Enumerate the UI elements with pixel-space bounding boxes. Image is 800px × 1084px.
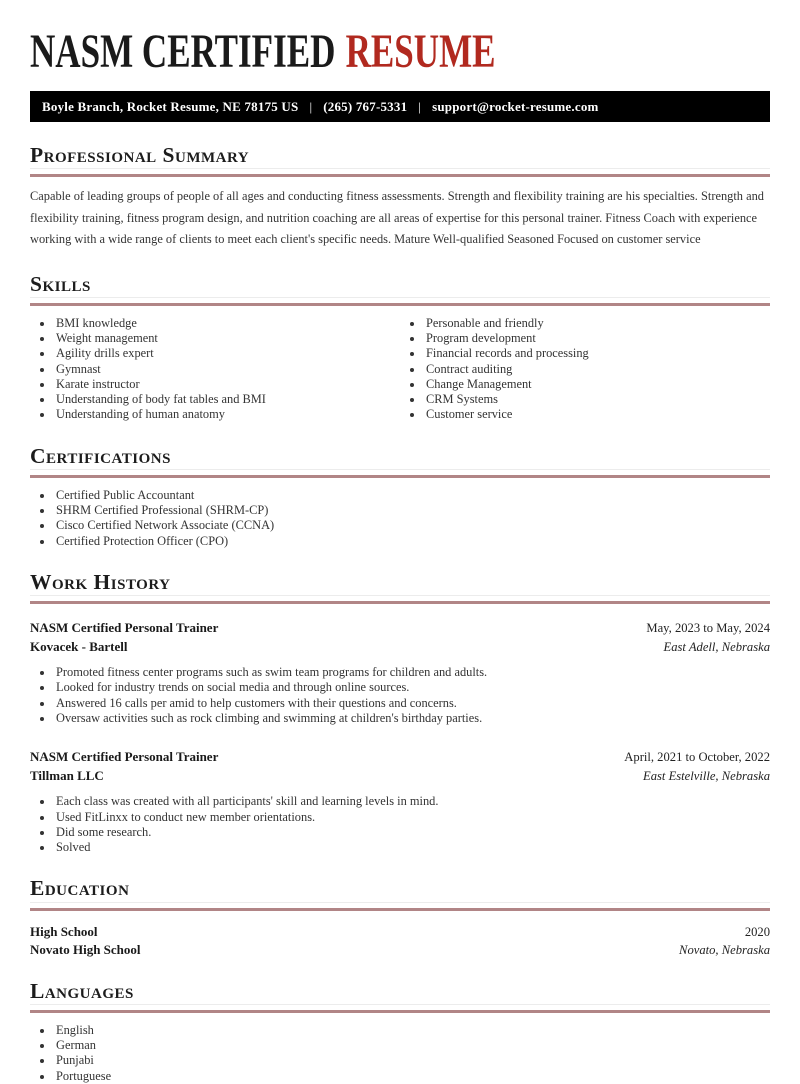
job-entry xyxy=(30,619,770,726)
job-bullet-list xyxy=(30,794,770,855)
job-bullet: • Answered 16 calls per amid to help customers with their questions and concerns. xyxy=(54,696,770,711)
job-bullet: • Did some research. xyxy=(54,825,770,840)
job-title: NASM Certified Personal Trainer xyxy=(30,749,219,765)
section-professional-summary xyxy=(30,143,770,251)
education-degree: High School xyxy=(30,923,98,939)
job-company: Tillman LLC xyxy=(30,767,104,783)
job-location: East Adell, Nebraska xyxy=(663,639,770,654)
skill-item: • Understanding of body fat tables and BMI xyxy=(54,392,400,407)
heading-professional-summary: Professional Summary xyxy=(30,143,770,169)
section-education xyxy=(30,876,770,959)
section-rule xyxy=(30,908,770,911)
education-school-row xyxy=(30,941,770,960)
skills-list-left xyxy=(30,316,400,423)
job-bullet: • Each class was created with all participants' skill and learning levels in mind. xyxy=(54,794,770,809)
skill-item: • Change Management xyxy=(424,377,770,392)
section-certifications xyxy=(30,444,770,549)
skill-item: • Understanding of human anatomy xyxy=(54,407,400,422)
job-bullet-list xyxy=(30,665,770,726)
heading-work-history: Work History xyxy=(30,570,770,596)
language-item: • English xyxy=(54,1023,770,1038)
heading-skills: Skills xyxy=(30,272,770,298)
skill-item: • BMI knowledge xyxy=(54,316,400,331)
job-title-row xyxy=(30,619,770,638)
job-bullet: • Solved xyxy=(54,840,770,855)
job-company-row xyxy=(30,638,770,657)
contact-separator: | xyxy=(418,99,422,114)
certification-item: • Cisco Certified Network Associate (CCNA) xyxy=(54,518,770,533)
job-bullet: • Promoted fitness center programs such as swim team programs for children and adults. xyxy=(54,665,770,680)
job-bullet: • Oversaw activities such as rock climbing and swimming at children's birthday parties. xyxy=(54,711,770,726)
contact-email: support@rocket-resume.com xyxy=(432,99,599,114)
summary-text: Capable of leading groups of people of all ages and conducting fitness assessments. Strength and flexibility training are his specialties. Strength and flexibility training, fitness program design, and nutrition coaching are all areas of expertise for this personal trainer. Fitness Coach with experience working with a wide range of clients to meet each client's specific needs. Mature Well-qualified Seasoned Focused on customer service xyxy=(30,189,764,247)
section-work-history xyxy=(30,570,770,855)
language-item: • Portuguese xyxy=(54,1069,770,1084)
certification-item: • Certified Protection Officer (CPO) xyxy=(54,534,770,549)
title-red: RESUME xyxy=(345,25,496,78)
job-bullet: • Looked for industry trends on social media and through online sources. xyxy=(54,680,770,695)
title-black: NASM CERTIFIED xyxy=(30,25,336,78)
skill-item: • Agility drills expert xyxy=(54,346,400,361)
section-languages xyxy=(30,979,770,1084)
skill-item: • CRM Systems xyxy=(424,392,770,407)
certifications-list xyxy=(30,488,770,549)
heading-certifications: Certifications xyxy=(30,444,770,470)
skill-item: • Karate instructor xyxy=(54,377,400,392)
contact-bar xyxy=(30,91,770,122)
education-degree-row xyxy=(30,923,770,942)
contact-address: Boyle Branch, Rocket Resume, NE 78175 US xyxy=(42,99,299,114)
skill-item: • Weight management xyxy=(54,331,400,346)
page-title xyxy=(30,25,570,78)
education-location: Novato, Nebraska xyxy=(679,943,770,958)
job-location: East Estelville, Nebraska xyxy=(643,768,770,783)
section-rule xyxy=(30,475,770,478)
job-title: NASM Certified Personal Trainer xyxy=(30,620,219,636)
section-skills xyxy=(30,272,770,423)
job-company-row xyxy=(30,767,770,786)
education-school: Novato High School xyxy=(30,942,141,958)
contact-separator: | xyxy=(309,99,313,114)
section-rule xyxy=(30,601,770,604)
language-item: • German xyxy=(54,1038,770,1053)
skills-list-right xyxy=(400,316,770,423)
job-bullet: • Used FitLinxx to conduct new member orientations. xyxy=(54,810,770,825)
job-title-row xyxy=(30,748,770,767)
language-item: • Punjabi xyxy=(54,1053,770,1068)
job-dates: April, 2021 to October, 2022 xyxy=(624,750,770,765)
skill-item: • Personable and friendly xyxy=(424,316,770,331)
skill-item: • Financial records and processing xyxy=(424,346,770,361)
languages-list xyxy=(30,1023,770,1084)
heading-languages: Languages xyxy=(30,979,770,1005)
skill-item: • Gymnast xyxy=(54,362,400,377)
contact-phone: (265) 767-5331 xyxy=(323,99,408,114)
certification-item: • Certified Public Accountant xyxy=(54,488,770,503)
certification-item: • SHRM Certified Professional (SHRM-CP) xyxy=(54,503,770,518)
education-entry xyxy=(30,923,770,960)
skills-columns xyxy=(30,306,770,423)
job-dates: May, 2023 to May, 2024 xyxy=(646,621,770,636)
education-year: 2020 xyxy=(744,924,770,939)
job-company: Kovacek - Bartell xyxy=(30,638,128,654)
resume-header xyxy=(30,25,770,122)
skill-item: • Program development xyxy=(424,331,770,346)
section-rule xyxy=(30,174,770,177)
heading-education: Education xyxy=(30,876,770,902)
section-rule xyxy=(30,1010,770,1013)
skill-item: • Customer service xyxy=(424,407,770,422)
skill-item: • Contract auditing xyxy=(424,362,770,377)
job-entry xyxy=(30,748,770,855)
